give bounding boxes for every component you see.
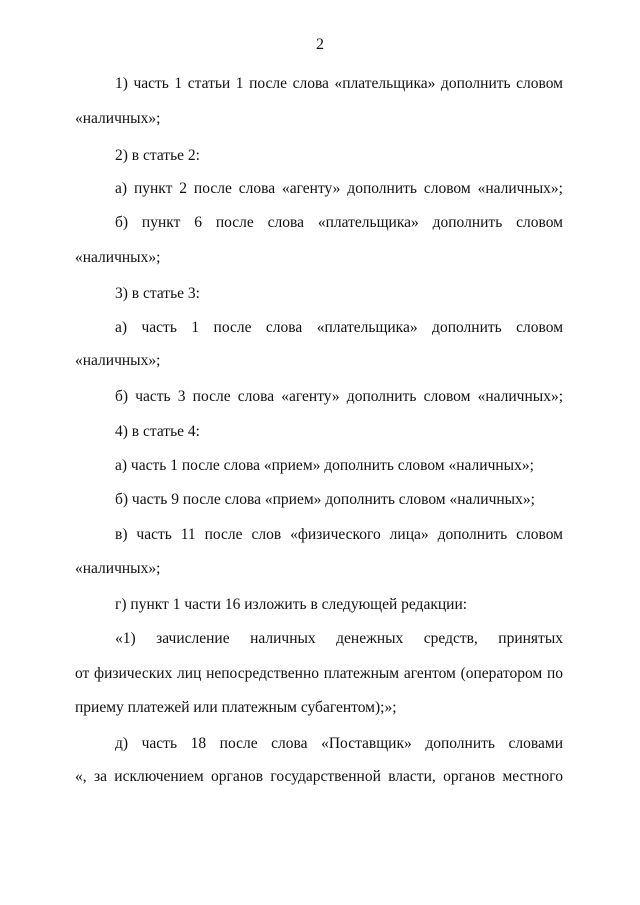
text-line-7: 3) в статье 3:	[115, 285, 200, 302]
text-line-16: г) пункт 1 части 16 изложить в следующей редакции:	[115, 596, 468, 613]
text-line-6: «наличных»;	[75, 249, 161, 266]
text-line-20: д) часть 18 после слова «Поставщик» дополнить словами	[115, 735, 563, 752]
text-line-8: а) часть 1 после слова «плательщика» дополнить словом	[115, 319, 563, 336]
text-line-10: б) часть 3 после слова «агенту» дополнить словом «наличных»;	[115, 388, 563, 405]
text-line-11: 4) в статье 4:	[115, 423, 200, 440]
text-line-21: «, за исключением органов государственной власти, органов местного	[75, 768, 563, 785]
text-line-19: приему платежей или платежным субагентом);»;	[75, 699, 397, 716]
text-line-15: «наличных»;	[75, 560, 161, 577]
text-line-1: 1) часть 1 статьи 1 после слова «плательщика» дополнить словом	[115, 75, 563, 92]
text-line-9: «наличных»;	[75, 352, 161, 369]
text-line-13: б) часть 9 после слова «прием» дополнить словом «наличных»;	[115, 491, 535, 508]
text-line-4: а) пункт 2 после слова «агенту» дополнить словом «наличных»;	[115, 180, 563, 197]
text-line-2: «наличных»;	[75, 110, 161, 127]
text-line-17: «1) зачисление наличных денежных средств, принятых	[115, 630, 563, 647]
text-line-18: от физических лиц непосредственно платежным агентом (оператором по	[75, 665, 563, 682]
text-line-14: в) часть 11 после слов «физического лица» дополнить словом	[115, 526, 563, 543]
text-line-12: а) часть 1 после слова «прием» дополнить словом «наличных»;	[115, 457, 534, 474]
text-line-5: б) пункт 6 после слова «плательщика» дополнить словом	[115, 214, 563, 231]
text-line-3: 2) в статье 2:	[115, 147, 200, 164]
page-number: 2	[316, 36, 324, 53]
